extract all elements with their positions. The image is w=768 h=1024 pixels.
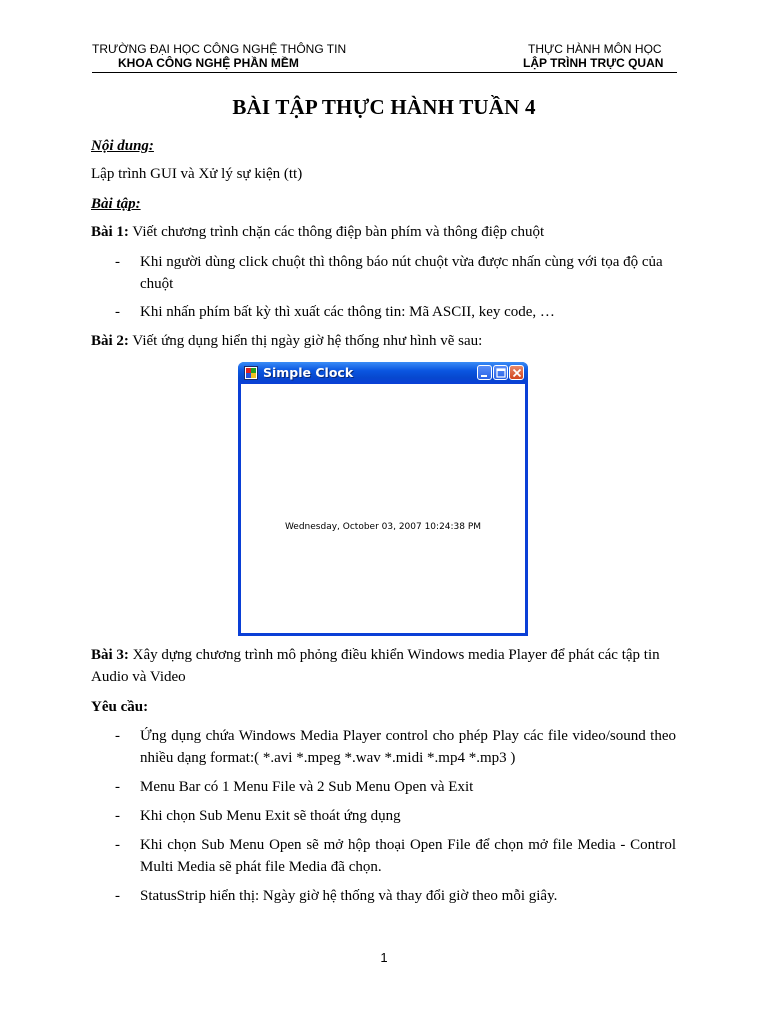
bullet-dash: - [115, 888, 120, 904]
requirement-item: Khi chọn Sub Menu Exit sẽ thoát ứng dụng [140, 808, 401, 824]
maximize-button[interactable] [493, 365, 508, 380]
header-course-name: LẬP TRÌNH TRỰC QUAN [523, 56, 664, 70]
minimize-button[interactable] [477, 365, 492, 380]
bai3-paragraph [91, 644, 676, 688]
page-number: 1 [380, 950, 388, 965]
bullet-dash: - [115, 837, 120, 853]
header-course-type: THỰC HÀNH MÔN HỌC [528, 42, 662, 56]
content-text: Lập trình GUI và Xử lý sự kiện (tt) [91, 166, 303, 182]
requirement-item: Khi chọn Sub Menu Open sẽ mở hộp thoại Open File để chọn mở file Media - Control Multi Media sẽ phát file Media đã chọn. [140, 837, 676, 875]
bullet-dash: - [115, 808, 120, 824]
app-window-icon [244, 366, 258, 380]
bai1-paragraph [91, 223, 544, 241]
simple-clock-window [238, 362, 528, 636]
bai1-label: Bài 1: [91, 224, 129, 240]
maximize-icon [494, 366, 509, 381]
window-title-bar [238, 362, 528, 384]
header-faculty: KHOA CÔNG NGHỆ PHẦN MỀM [118, 56, 299, 70]
bai1-item: Khi người dùng click chuột thì thông báo nút chuột vừa được nhấn cùng với tọa độ của chuột [140, 254, 663, 292]
content-heading: Nội dung: [91, 138, 154, 154]
window-client-area [241, 384, 525, 633]
bai2-text: Viết ứng dụng hiển thị ngày giờ hệ thống như hình vẽ sau: [128, 333, 483, 349]
bullet-dash: - [115, 728, 120, 744]
bullet-dash: - [115, 304, 120, 320]
bullet-dash: - [115, 779, 120, 795]
bullet-dash: - [115, 254, 120, 270]
bai3-label: Bài 3: [91, 647, 129, 663]
exercises-heading: Bài tập: [91, 196, 141, 212]
page-title: BÀI TẬP THỰC HÀNH TUẦN 4 [232, 95, 536, 119]
bai3-text: Xây dựng chương trình mô phỏng điều khiển Windows media Player để phát các tập tin Audio và Video [91, 647, 660, 685]
close-button[interactable] [509, 365, 524, 380]
header-university: TRƯỜNG ĐẠI HỌC CÔNG NGHỆ THÔNG TIN [92, 42, 347, 56]
bai2-paragraph [91, 332, 482, 350]
clock-datetime-label: Wednesday, October 03, 2007 10:24:38 PM [284, 522, 482, 532]
requirement-item: StatusStrip hiển thị: Ngày giờ hệ thống và thay đổi giờ theo mỗi giây. [140, 888, 558, 904]
requirements-heading: Yêu cầu: [91, 699, 149, 715]
header-divider [92, 72, 677, 73]
minimize-icon [478, 366, 493, 381]
bai1-item: Khi nhấn phím bất kỳ thì xuất các thông tin: Mã ASCII, key code, … [140, 304, 555, 320]
requirement-item: Ứng dụng chứa Windows Media Player control cho phép Play các file video/sound theo nhiều dạng format:( *.avi *.mpeg *.wav *.midi *.mp4 *.mp3 ) [140, 728, 676, 766]
close-icon [510, 366, 525, 381]
bai2-label: Bài 2: [91, 333, 129, 349]
window-title: Simple Clock [263, 365, 354, 380]
bai1-text: Viết chương trình chặn các thông điệp bàn phím và thông điệp chuột [128, 224, 545, 240]
requirement-item: Menu Bar có 1 Menu File và 2 Sub Menu Open và Exit [140, 779, 474, 795]
